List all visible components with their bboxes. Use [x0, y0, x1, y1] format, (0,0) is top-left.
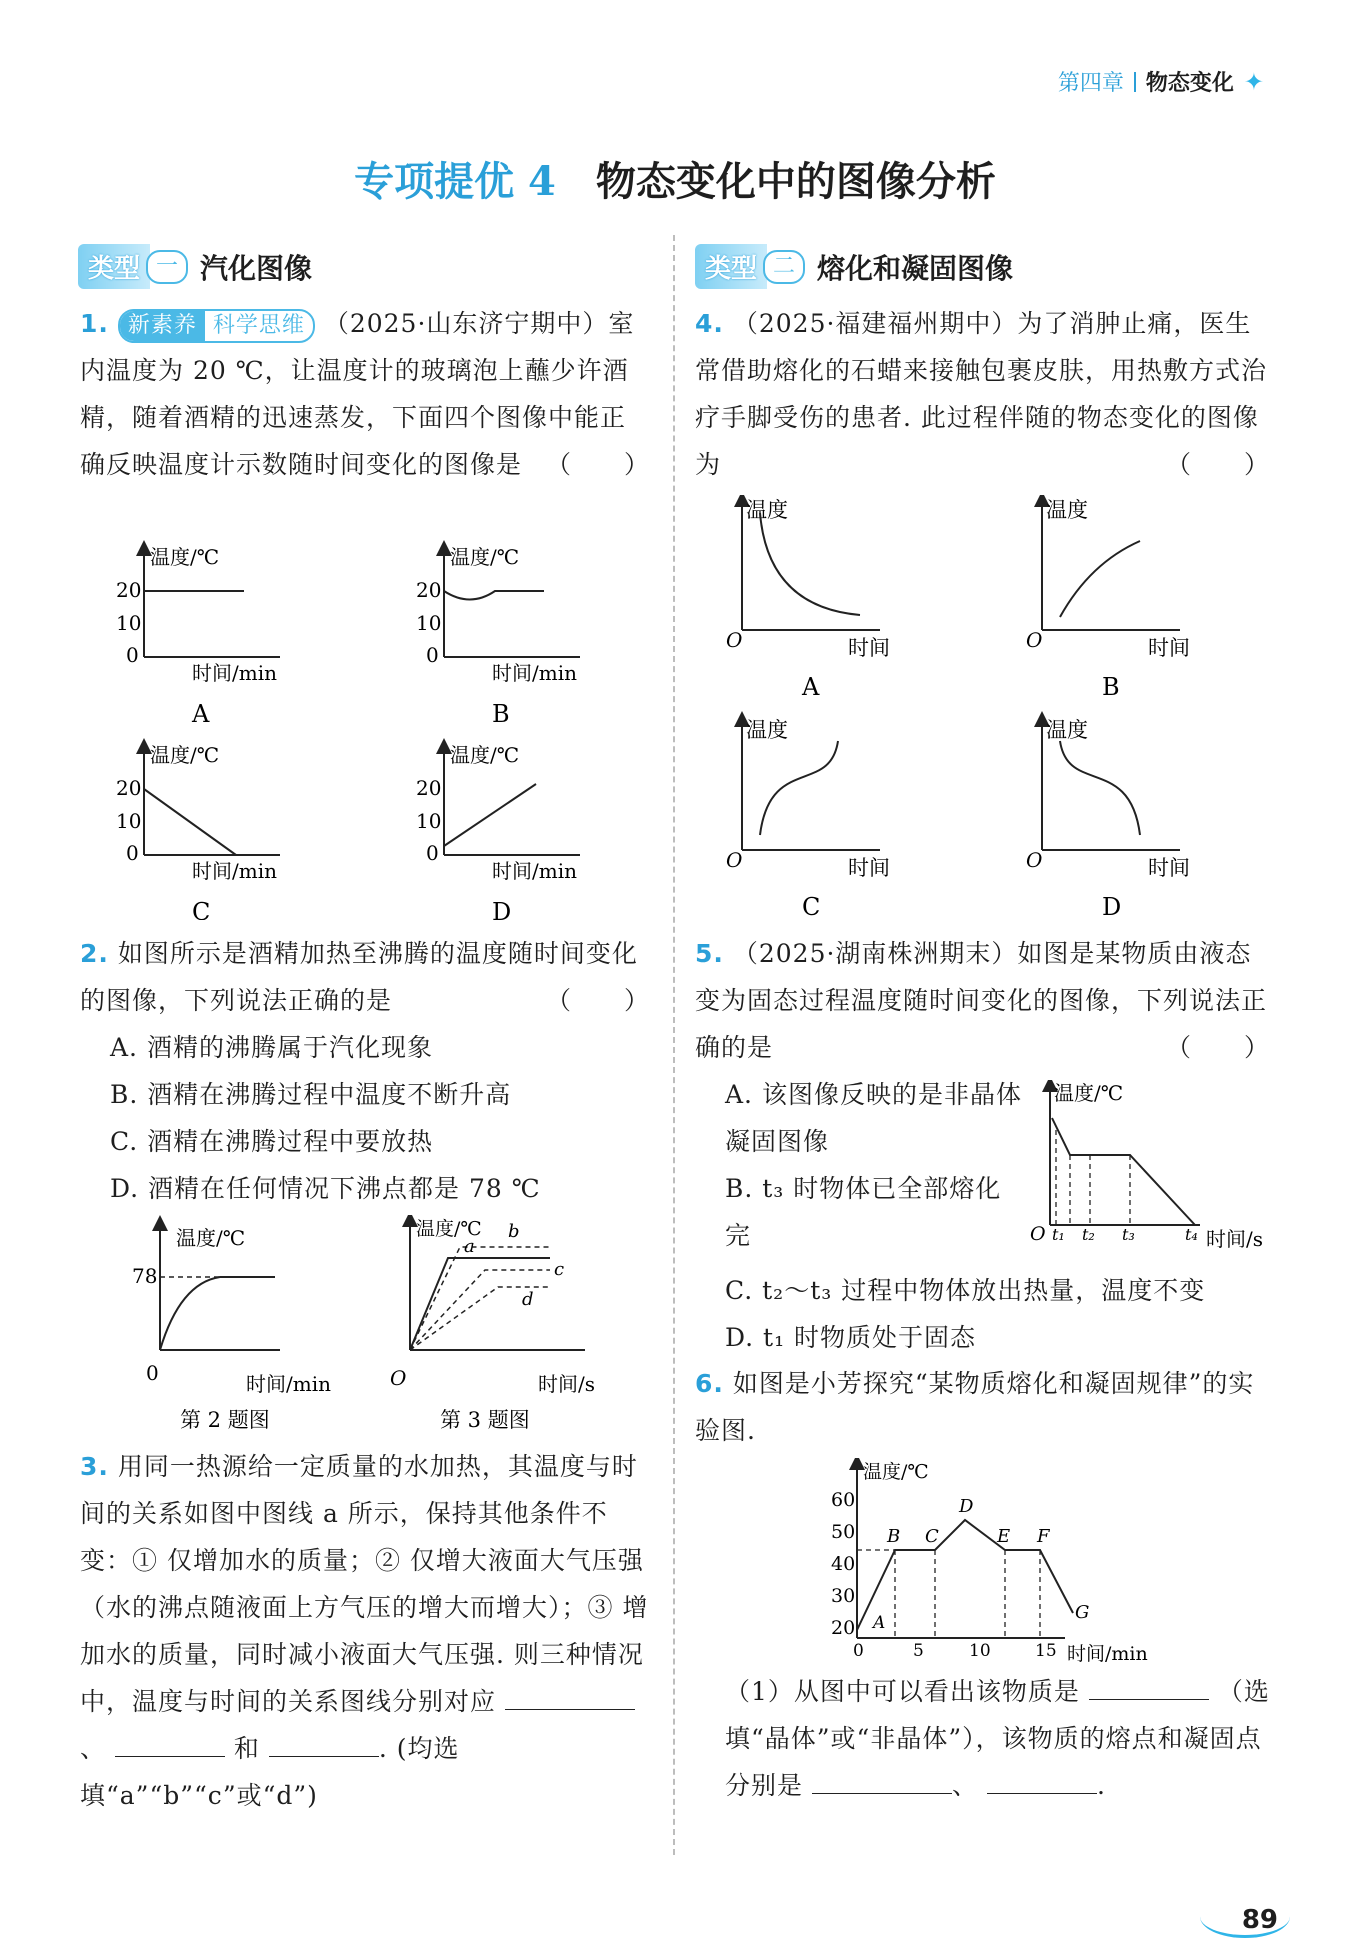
x-label: 时间: [848, 856, 890, 880]
point-f: F: [1037, 1526, 1050, 1547]
tick-0: 0: [126, 841, 139, 865]
curve-d: [1060, 741, 1140, 835]
type-number: 一: [146, 250, 188, 284]
choice-list: [80, 1024, 650, 1212]
tick-10: 10: [116, 809, 142, 833]
x-label: 时间: [848, 636, 890, 660]
point-a: A: [873, 1613, 886, 1633]
q6-subquestion-1: [725, 1668, 1270, 1809]
question-number: 2.: [80, 939, 109, 968]
x-label: 时间/min: [1067, 1643, 1148, 1665]
answer-paren: （ ）: [545, 986, 650, 1015]
answer-blank-crystal[interactable]: [1089, 1699, 1209, 1700]
question-1: [80, 300, 650, 488]
option-b: B: [492, 700, 510, 728]
point-c: C: [925, 1526, 939, 1547]
question-text: 如图是小芳探究“某物质熔化和凝固规律”的实验图.: [695, 1369, 1255, 1445]
choice-c: C. t₂～t₃ 过程中物体放出热量，温度不变: [725, 1276, 1206, 1305]
tag-secondary: 科学思维: [212, 312, 305, 338]
conjunction: 和: [233, 1734, 260, 1763]
y-label: 温度/℃: [416, 1218, 482, 1240]
x-label: 时间: [1148, 636, 1190, 660]
option-d: D: [1102, 893, 1122, 921]
q4-graphs: [720, 495, 1280, 925]
y-label: 温度/℃: [176, 1226, 246, 1250]
question-tail: . (均选填“a”“b”“c”或“d”): [80, 1734, 460, 1810]
t3-label: t₃: [1122, 1225, 1135, 1244]
ytick-60: 60: [831, 1489, 856, 1511]
tick-0: 0: [426, 643, 439, 667]
x-label: 时间/min: [492, 859, 577, 883]
cooling-curve: [1052, 1118, 1195, 1225]
sub1-text-b: （选填“晶体”或“非晶体”），该物质的熔点和凝固点分别是: [725, 1677, 1270, 1800]
option-c: C: [802, 893, 821, 921]
answer-paren: （ ）: [1165, 450, 1270, 479]
type-pill: 类型: [78, 244, 150, 289]
x-label: 时间/min: [492, 661, 577, 685]
choice-c: C. 酒精在沸腾过程中要放热: [110, 1127, 434, 1156]
option-a: A: [802, 673, 820, 701]
q6-figure: [825, 1458, 1155, 1673]
type-heading-2: [695, 244, 1013, 289]
origin: O: [1030, 1223, 1046, 1245]
page-number: 89: [1241, 1905, 1278, 1935]
question-6: [695, 1360, 1270, 1454]
answer-blank-1[interactable]: [505, 1709, 635, 1710]
y-label: 温度/℃: [450, 743, 520, 767]
type-pill: 类型: [695, 244, 767, 289]
origin: O: [726, 848, 743, 872]
ytick-50: 50: [831, 1521, 856, 1543]
q5-choices-ab: [725, 1071, 1025, 1259]
question-text: 如图所示是酒精加热至沸腾的温度随时间变化的图像，下列说法正确的是: [80, 939, 638, 1015]
q2-q3-figures: [120, 1215, 640, 1435]
y-label: 温度/℃: [1054, 1081, 1124, 1105]
t2-label: t₂: [1082, 1225, 1095, 1244]
curve-b: [1060, 541, 1140, 617]
label-d: d: [522, 1289, 534, 1310]
choice-a: A. 酒精的沸腾属于汽化现象: [110, 1033, 433, 1062]
curve-c: [144, 789, 236, 855]
label-a: a: [464, 1236, 475, 1257]
q2-figure: [132, 1223, 331, 1432]
y-label: 温度: [746, 498, 788, 522]
period: .: [1096, 1771, 1106, 1800]
tick-10: 10: [116, 611, 142, 635]
origin: O: [1026, 628, 1043, 652]
page-header: [1058, 66, 1264, 97]
q4-graph-d: [1026, 718, 1190, 921]
tick-20: 20: [116, 776, 142, 800]
point-d: D: [959, 1496, 974, 1517]
question-number: 3.: [80, 1452, 109, 1481]
type-number: 二: [763, 250, 805, 284]
column-divider: [673, 235, 675, 1855]
origin: O: [726, 628, 743, 652]
option-c: C: [192, 898, 211, 920]
tick-20: 20: [116, 578, 142, 602]
answer-blank-3[interactable]: [269, 1756, 379, 1757]
choice-a: A. 该图像反映的是非晶体凝固图像: [725, 1080, 1022, 1156]
option-d: D: [492, 898, 512, 920]
xtick-10: 10: [969, 1641, 991, 1661]
point-g: G: [1075, 1602, 1090, 1623]
y-label: 温度/℃: [450, 545, 520, 569]
ytick-30: 30: [831, 1585, 856, 1607]
y-label: 温度: [1046, 498, 1088, 522]
type-label: 汽化图像: [200, 251, 313, 285]
question-3: [80, 1443, 650, 1819]
answer-blank-2[interactable]: [115, 1756, 225, 1757]
boiling-curve: [160, 1277, 275, 1350]
question-number: 6.: [695, 1369, 724, 1398]
separator: 、: [80, 1734, 107, 1763]
star-icon: ✦: [1243, 67, 1264, 96]
choice-d: D. 酒精在任何情况下沸点都是 78 ℃: [110, 1174, 541, 1203]
graph-c: [116, 743, 280, 920]
question-number: 4.: [695, 309, 724, 338]
y-label: 温度: [746, 718, 788, 742]
origin: O: [390, 1366, 407, 1390]
choice-b: B. t₃ 时物体已全部熔化完: [725, 1174, 1002, 1250]
topic-label: 物态变化: [1145, 71, 1234, 96]
tag-primary: 新素养: [120, 311, 205, 341]
x-label: 时间/s: [538, 1372, 596, 1396]
skill-tag: [118, 309, 315, 343]
q3-figure: [390, 1218, 595, 1432]
question-4: [695, 300, 1270, 488]
x-label: 时间/s: [1206, 1227, 1264, 1251]
type-label: 熔化和凝固图像: [817, 251, 1014, 285]
tick-20: 20: [416, 578, 442, 602]
x-label: 时间/min: [192, 859, 277, 883]
title-lead: 专项提优 4: [354, 158, 556, 205]
xtick-0: 0: [853, 1641, 864, 1661]
tick-10: 10: [416, 809, 442, 833]
line-c: [410, 1270, 550, 1350]
question-number: 1.: [80, 309, 109, 338]
question-2: [80, 930, 650, 1212]
graph-d: [416, 743, 580, 920]
tick-78: 78: [132, 1264, 158, 1288]
point-e: E: [997, 1526, 1011, 1547]
label-c: c: [554, 1259, 565, 1280]
answer-blank-melting-point[interactable]: [812, 1793, 952, 1794]
origin: 0: [146, 1361, 159, 1385]
graph-b: [416, 545, 580, 728]
question-text: （2025·湖南株洲期末）如图是某物质由液态变为固态过程温度随时间变化的图像，下列说法正确的是: [695, 939, 1268, 1062]
question-5: [695, 930, 1270, 1071]
t4-label: t₄: [1185, 1225, 1198, 1244]
sub1-text-a: （1）从图中可以看出该物质是: [725, 1677, 1080, 1706]
tick-0: 0: [426, 841, 439, 865]
option-b: B: [1102, 673, 1120, 701]
t1-label: t₁: [1052, 1225, 1065, 1244]
graph-a: [116, 545, 280, 728]
y-label: 温度/℃: [863, 1461, 929, 1483]
y-label: 温度: [1046, 718, 1088, 742]
xtick-15: 15: [1035, 1641, 1057, 1661]
tick-20: 20: [416, 776, 442, 800]
curve-a: [760, 513, 860, 615]
tick-0: 0: [126, 643, 139, 667]
ytick-20: 20: [831, 1617, 856, 1639]
q4-graph-a: [726, 498, 890, 701]
xtick-5: 5: [913, 1641, 924, 1661]
question-number: 5.: [695, 939, 724, 968]
answer-paren: （ ）: [545, 450, 650, 479]
curve-c: [760, 741, 838, 835]
curve-d: [444, 784, 536, 846]
title-main: 物态变化中的图像分析: [595, 158, 996, 205]
answer-blank-freezing-point[interactable]: [987, 1793, 1097, 1794]
header-divider: [1134, 72, 1136, 92]
q4-graph-c: [726, 718, 890, 921]
curve-b: [444, 591, 544, 600]
q1-graphs: [100, 540, 680, 920]
point-b: B: [887, 1526, 901, 1547]
caption: 第 2 题图: [180, 1408, 270, 1432]
question-text: （2025·山东济宁期中）室内温度为 20 ℃，让温度计的玻璃泡上蘸少许酒精，随着酒精的迅速蒸发，下面四个图像中能正确反映温度计示数随时间变化的图像是: [80, 309, 635, 479]
y-label: 温度/℃: [150, 545, 220, 569]
tick-10: 10: [416, 611, 442, 635]
label-b: b: [508, 1221, 520, 1242]
option-a: A: [192, 700, 210, 728]
q4-graph-b: [1026, 498, 1190, 701]
page-title: [0, 150, 1350, 207]
x-label: 时间/min: [246, 1372, 331, 1396]
type-heading-1: [78, 244, 312, 289]
q5-figure: [1030, 1080, 1280, 1260]
separator: 、: [951, 1771, 978, 1800]
ytick-40: 40: [831, 1553, 856, 1575]
answer-paren: （ ）: [1165, 1033, 1270, 1062]
chapter-label: 第四章: [1057, 71, 1124, 96]
y-label: 温度/℃: [150, 743, 220, 767]
question-text: 用同一热源给一定质量的水加热，其温度与时间的关系如图中图线 a 所示，保持其他条件不变：① 仅增加水的质量；② 仅增大液面大气压强（水的沸点随液面上方气压的增大而增大）；③ 增加水的质量，同时减小液面大气压强. 则三种情况中，温度与时间的关系图线分别对应: [80, 1452, 649, 1716]
x-label: 时间: [1148, 856, 1190, 880]
q5-choices-cd: [725, 1267, 1285, 1361]
question-text: （2025·福建福州期中）为了消肿止痛，医生常借助熔化的石蜡来接触包裹皮肤，用热敷方式治疗手脚受伤的患者. 此过程伴随的物态变化的图像为: [695, 309, 1268, 479]
x-label: 时间/min: [192, 661, 277, 685]
choice-d: D. t₁ 时物质处于固态: [725, 1323, 977, 1352]
caption: 第 3 题图: [440, 1408, 530, 1432]
origin: O: [1026, 848, 1043, 872]
choice-b: B. 酒精在沸腾过程中温度不断升高: [110, 1080, 512, 1109]
